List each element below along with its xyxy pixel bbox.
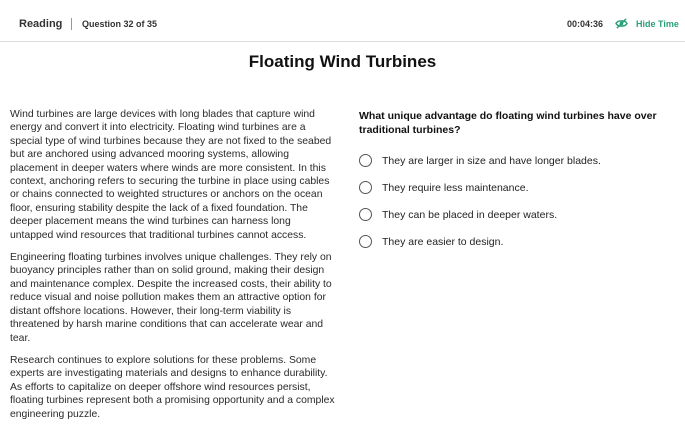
section-name: Reading <box>19 18 63 30</box>
passage-title: Floating Wind Turbines <box>248 52 437 71</box>
timer: 00:04:36 <box>567 19 604 29</box>
radio-button[interactable] <box>359 208 372 221</box>
top-bar <box>0 0 685 42</box>
passage-paragraph: Wind turbines are large devices with long blades that capture wind energy and convert it into electricity. Floating wind turbines are a special type of wind turbines because they are not fixed to the seabed but are anchored using advanced mooring systems, allowing placement in deeper waters where winds are more consistent. In this context, anchoring refers to securing the turbine in place using cables or chains connected to weighted structures or anchors on the ocean floor, ensuring stability despite the lack of a fixed foundation. The deeper placement means the wind turbines can harness long untapped wind resources that traditional turbines cannot access. <box>10 109 332 241</box>
answer-option-label: They are larger in size and have longer blades. <box>382 154 601 167</box>
answer-option[interactable] <box>359 147 679 174</box>
hide-time-button[interactable]: Hide Time <box>636 19 679 29</box>
passage-paragraph: Research continues to explore solutions for these problems. Some experts are investigating materials and designs to enhance durability. As efforts to capitalize on deeper offshore wind resources persist, floating turbines represent both a promising opportunity and a complex engineering puzzle. <box>10 354 335 420</box>
answer-option-label: They require less maintenance. <box>382 181 529 194</box>
radio-button[interactable] <box>359 235 372 248</box>
reading-passage <box>10 108 335 430</box>
answer-option[interactable] <box>359 201 679 228</box>
answer-option-label: They can be placed in deeper waters. <box>382 208 558 221</box>
answer-options <box>359 147 679 255</box>
answer-option[interactable] <box>359 174 679 201</box>
passage-paragraph: Engineering floating turbines involves unique challenges. They rely on buoyancy principles rather than on solid ground, making their design and maintenance complex. Despite the increased costs, their ability to reduce visual and noise pollution makes them an attractive option for distant offshore locations. However, their long-term viability is threatened by harsh marine conditions that can accelerate wear and tear. <box>10 252 332 344</box>
radio-button[interactable] <box>359 154 372 167</box>
answer-option-label: They are easier to design. <box>382 235 504 248</box>
answer-option[interactable] <box>359 228 679 255</box>
question-counter: Question 32 of 35 <box>82 19 158 29</box>
header-divider <box>71 18 72 30</box>
radio-button[interactable] <box>359 181 372 194</box>
question-prompt: What unique advantage do floating wind turbines have over traditional turbines? <box>359 110 657 136</box>
eye-icon[interactable] <box>615 18 628 29</box>
